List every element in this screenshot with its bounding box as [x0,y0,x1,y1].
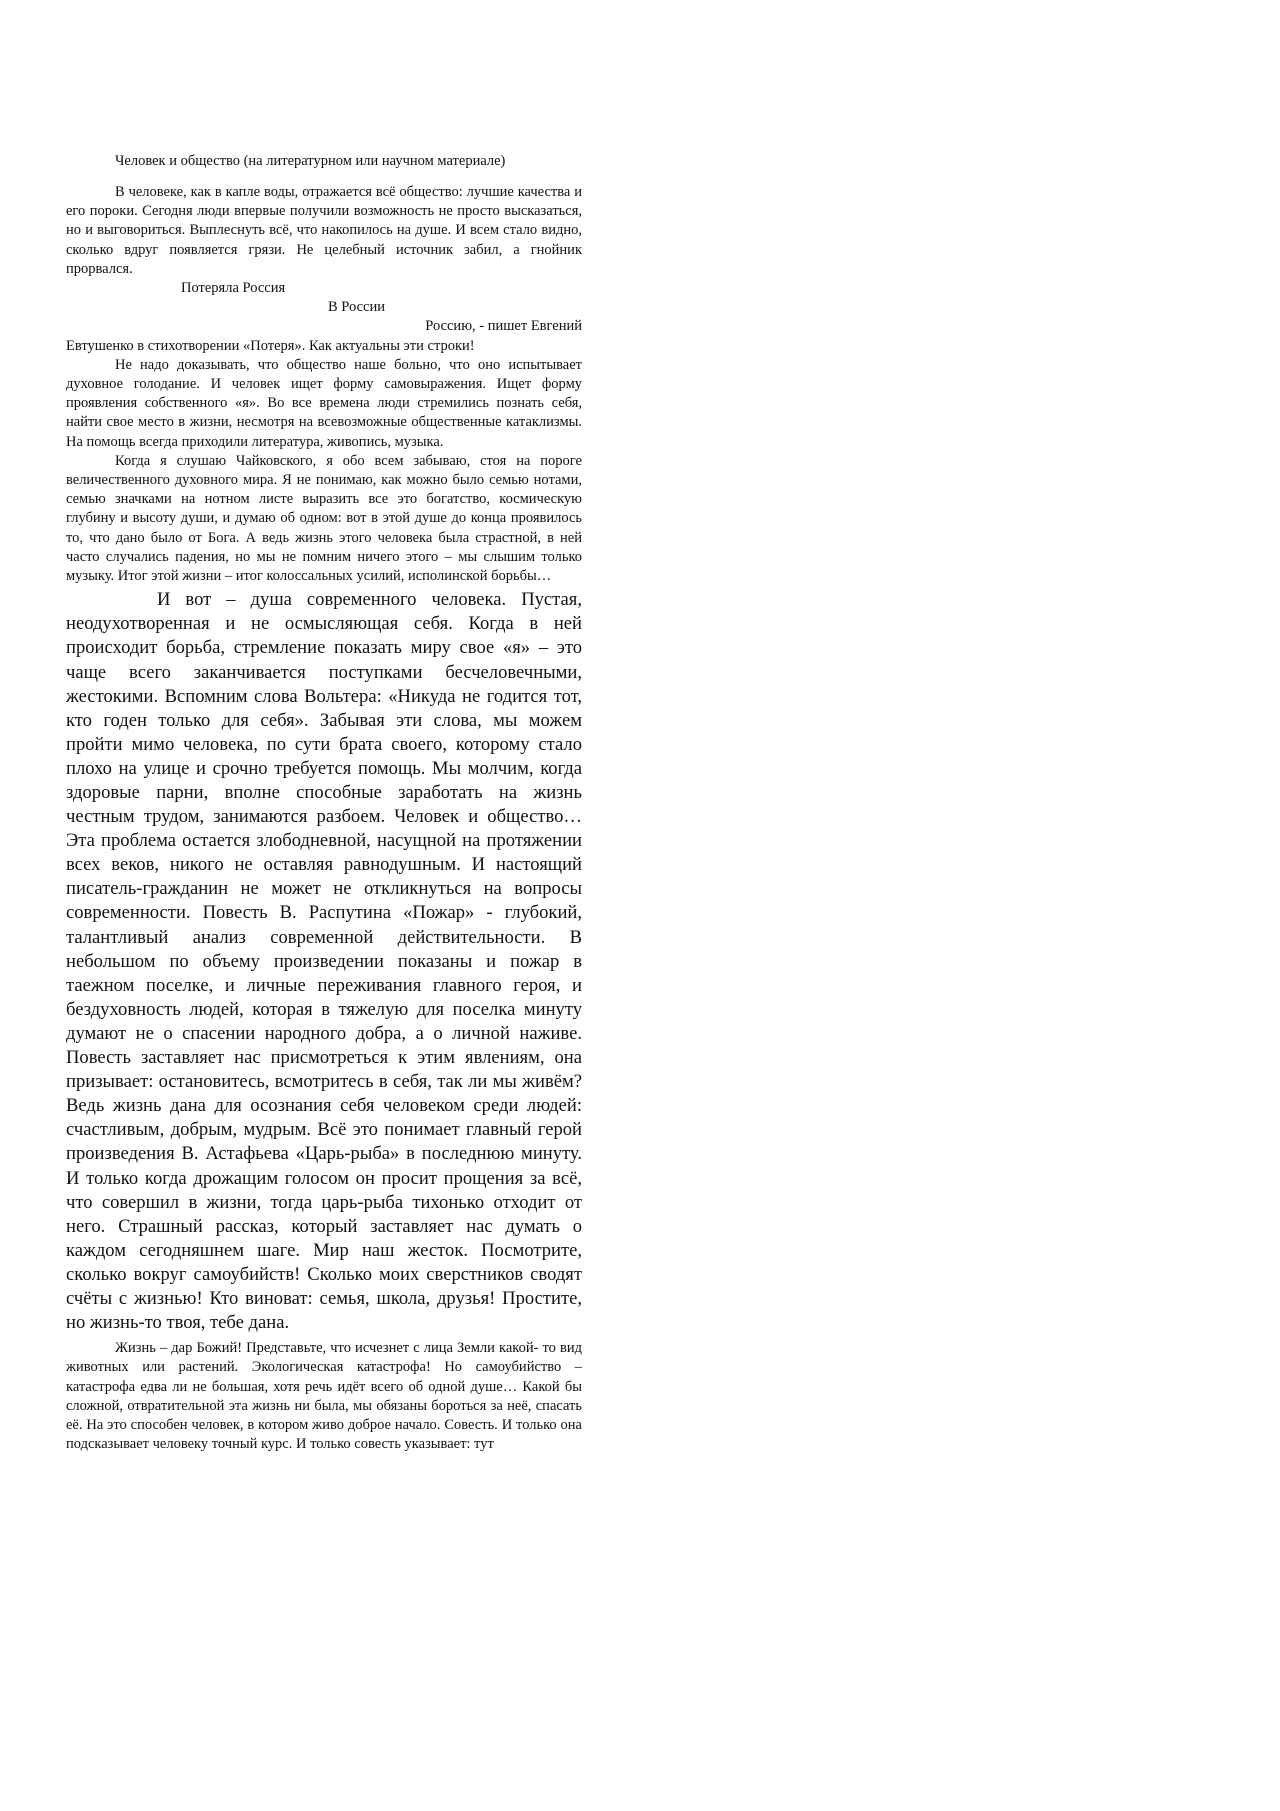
verse-line-2: В России [328,299,386,316]
verse-line-3: Россию, - пишет Евгений [425,318,582,335]
paragraph-verse-attribution: Евтушенко в стихотворении «Потеря». Как актуальны эти строки! [66,337,475,354]
paragraph-society: Не надо доказывать, что общество наше больно, что оно испытывает духовное голодание. И человек ищет форму самовыражения. Ищет форму проявления собственного «я». Во все времена люди стремились познать себя, найти свое место в жизни, несмотря на всевозможные общественные катаклизмы. На помощь всегда приходили литература, живопись, музыка. [66,356,582,450]
document-title: Человек и общество (на литературном или научном материале) [115,153,506,169]
paragraph-life-gift: Жизнь – дар Божий! Представьте, что исчезнет с лица Земли какой- то вид животных или растений. Экологическая катастрофа! Но самоубийство – катастрофа едва ли не большая, хотя речь идёт всего об одной душе… Какой бы сложной, отвратительной эта жизнь ни была, мы обязаны бороться за неё, спасать её. На это способен человек, в котором живо доброе начало. Совесть. И только она подсказывает человеку точный курс. И только совесть указывает: тут [66,1340,582,1453]
paragraph-modern-soul: И вот – душа современного человека. Пустая, неодухотворенная и не осмысляющая себя. Когда в ней происходит борьба, стремление показать миру свое «я» – это чаще всего заканчивается поступками бесчеловечными, жестокими. Вспомним слова Вольтера: «Никуда не годится тот, кто годен только для себя». Забывая эти слова, мы можем пройти мимо человека, по сути брата своего, которому стало плохо на улице и срочно требуется помощь. Мы молчим, когда здоровые парни, вполне способные заработать на жизнь честным трудом, занимаются разбоем. Человек и общество… Эта проблема остается злободневной, насущной на протяжении всех веков, никого не оставляя равнодушным. И настоящий писатель-гражданин не может не откликнуться на вопросы современности. Повесть В. Распутина «Пожар» - глубокий, талантливый анализ современной действительности. В небольшом по объему произведении показаны и пожар в таежном поселке, и личные переживания главного героя, и бездуховность людей, которая в тяжелую для поселка минуту думают не о спасении народного добра, а о личной наживе. Повесть заставляет нас присмотреться к этим явлениям, она призывает: остановитесь, всмотритесь в себя, так ли мы живём? Ведь жизнь дана для осознания себя человеком среди людей: счастливым, добрым, мудрым. Всё это понимает главный герой произведения В. Астафьева «Царь-рыба» в последнюю минуту. И только когда дрожащим голосом он просит прощения за всё, что совершил в жизни, тогда царь-рыба тихонько отходит от него. Страшный рассказ, который заставляет нас думать о каждом сегодняшнем шаге. Мир наш жесток. Посмотрите, сколько вокруг самоубийств! Сколько моих сверстников сводят счёты с жизнью! Кто виноват: семья, школа, друзья! Простите, но жизнь-то твоя, тебе дана. [66,589,582,1334]
verse-line-1: Потеряла Россия [181,280,286,297]
document-page [66,152,582,1454]
paragraph-intro: В человеке, как в капле воды, отражается всё общество: лучшие качества и его пороки. Сегодня люди впервые получили возможность не просто высказаться, но и выговориться. Выплеснуть всё, что накопилось на душе. И всем стало видно, сколько вдруг появляется грязи. Не целебный источник забил, а гнойник прорвался. [66,184,582,277]
paragraph-tchaikovsky: Когда я слушаю Чайковского, я обо всем забываю, стоя на пороге величественного духовного мира. Я не понимаю, как можно было семью нотами, семью значками на нотном листе выразить все это богатство, космическую глубину и высоту души, и думаю об одном: вот в этой душе до конца проявилось то, что дано было от Бога. А ведь жизнь этого человека была страстной, в ней часто случались падения, но мы не помним ничего этого – мы слышим только музыку. Итог этой жизни – итог колоссальных усилий, исполинской борьбы… [66,452,582,585]
